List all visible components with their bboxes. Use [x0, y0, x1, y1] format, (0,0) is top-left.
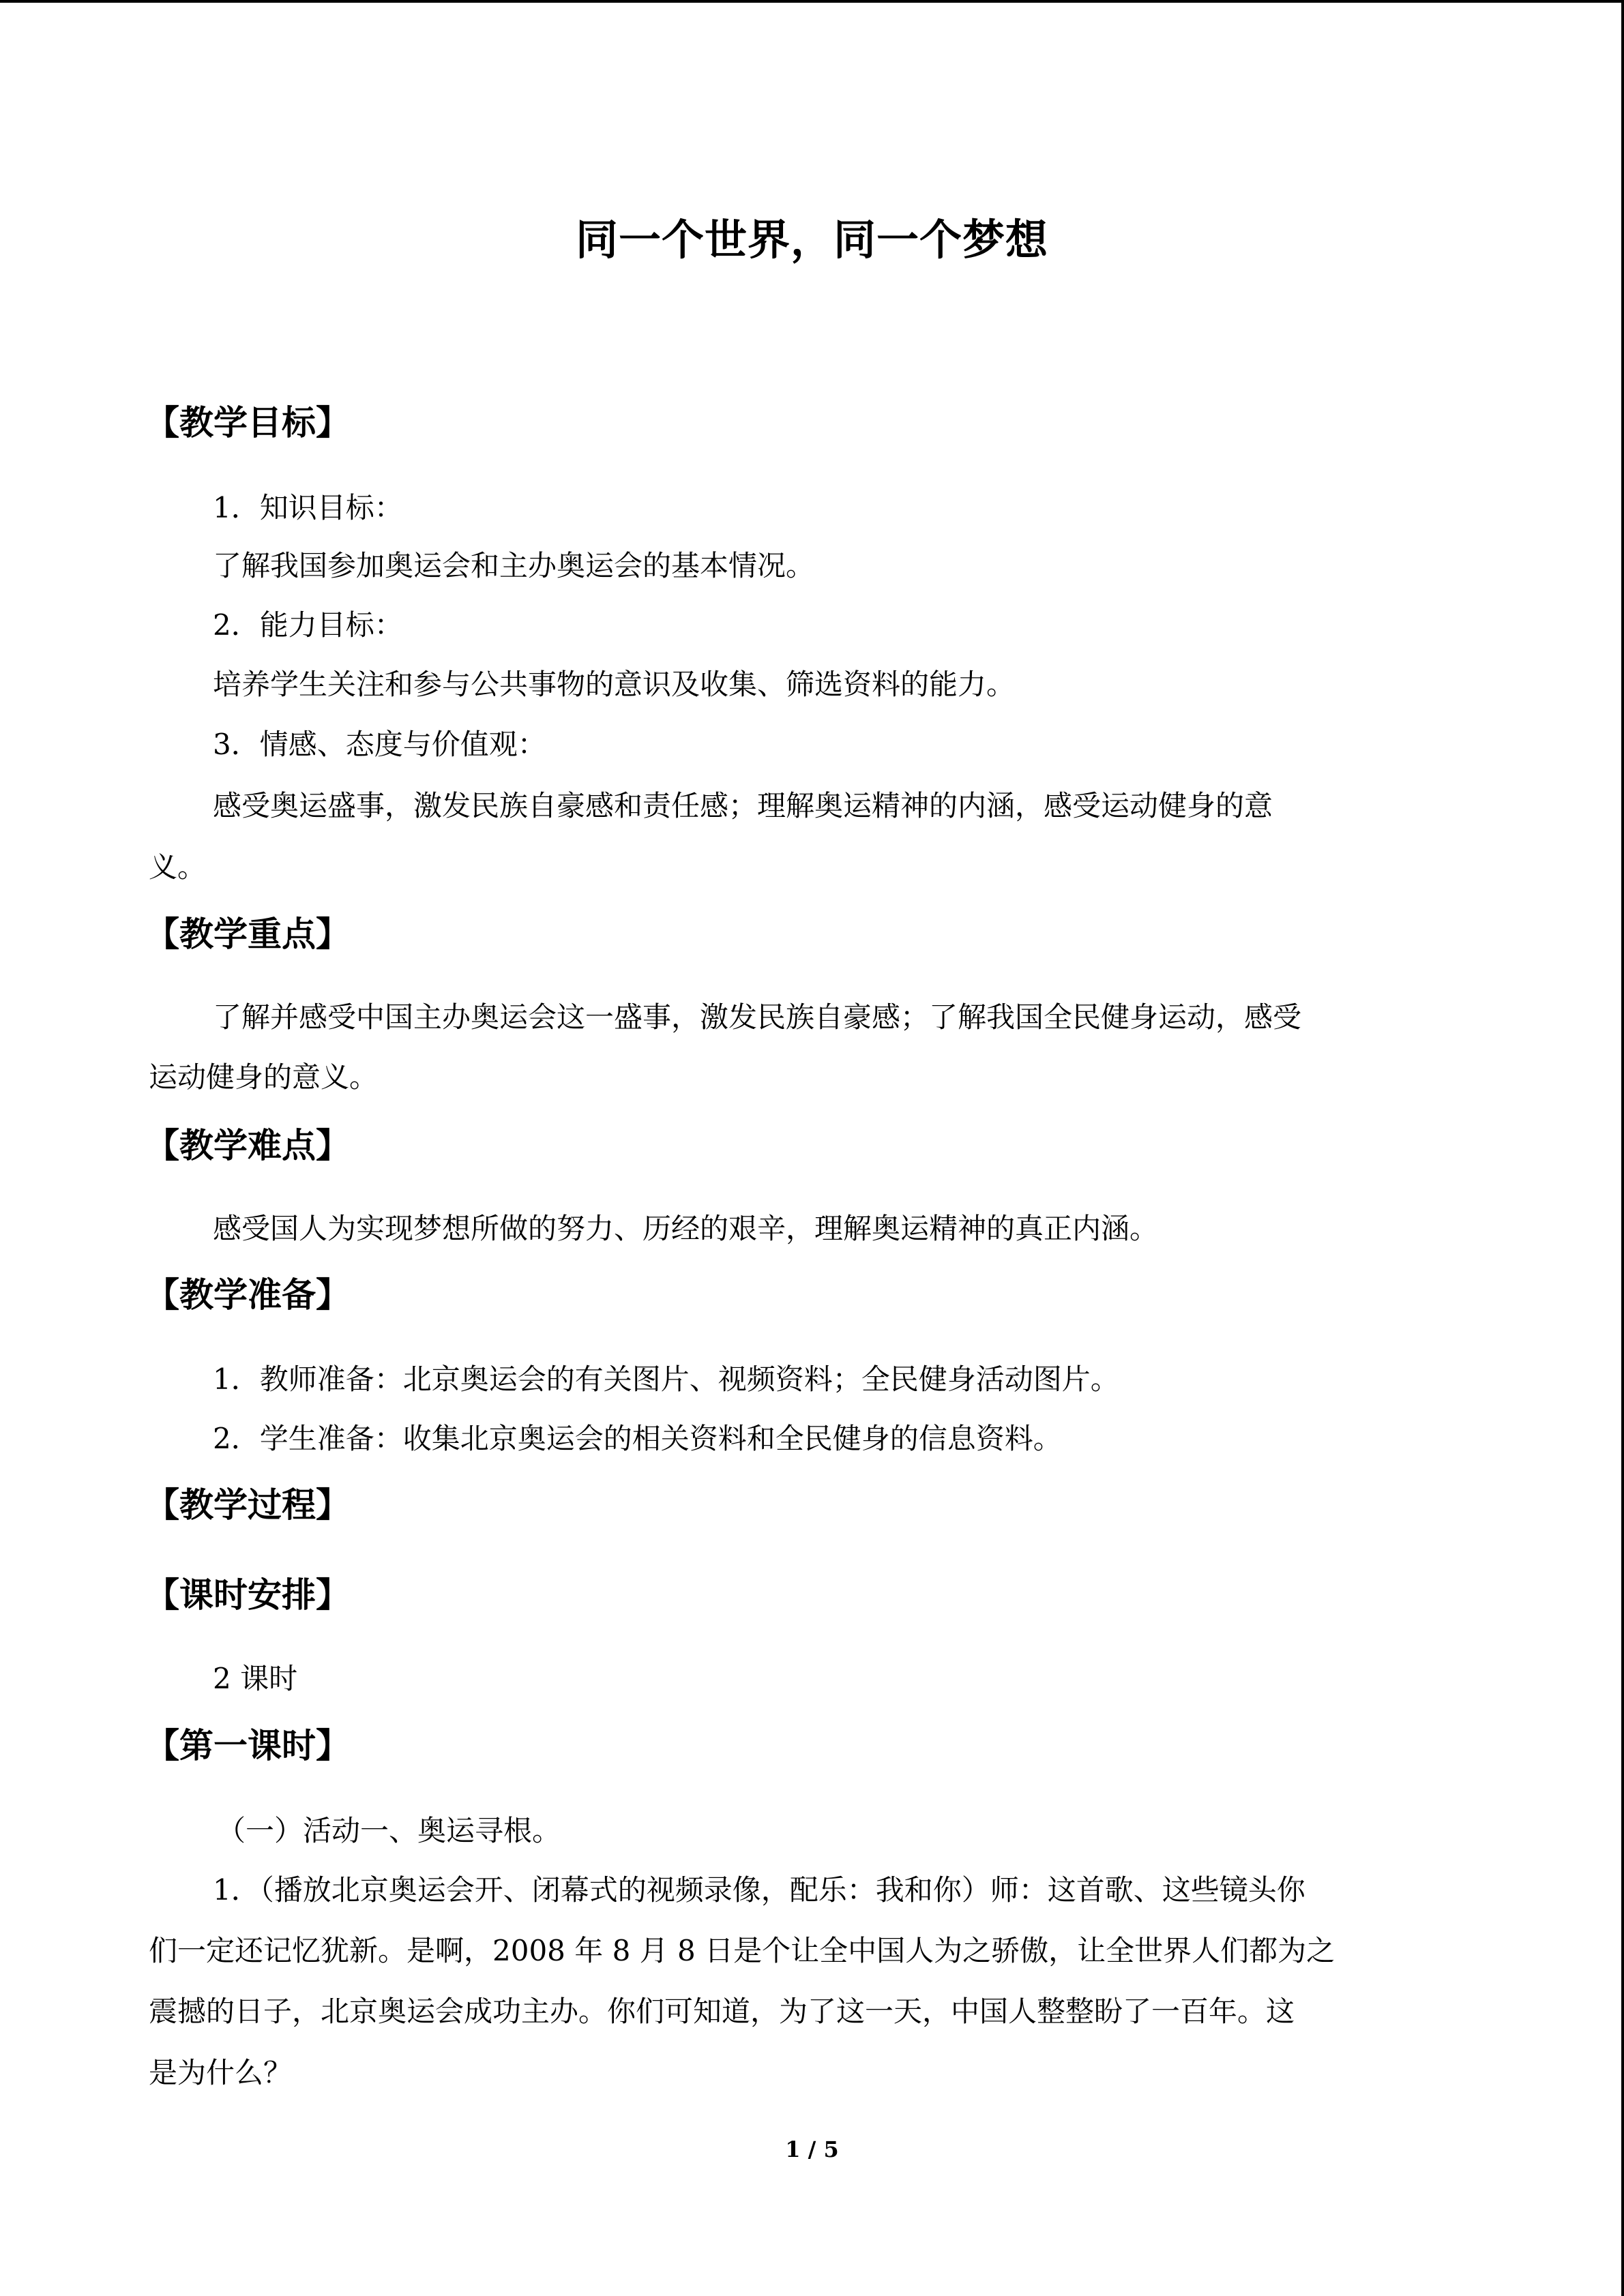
key-points-line1: 了解并感受中国主办奥运会这一盛事，激发民族自豪感；了解我国全民健身运动，感受: [213, 1000, 1302, 1034]
heading-schedule: 【课时安排】: [145, 1575, 350, 1615]
heading-first-lesson: 【第一课时】: [145, 1726, 350, 1765]
difficulties-line1: 感受国人为实现梦想所做的努力、历经的艰辛，理解奥运精神的真正内涵。: [213, 1212, 1159, 1245]
objective-1-text: 了解我国参加奥运会和主办奥运会的基本情况。: [213, 549, 815, 582]
lesson-paragraph-line3: 震撼的日子，北京奥运会成功主办。你们可知道，为了这一天，中国人整整盼了一百年。这: [149, 1995, 1295, 2028]
objective-3-label: 3．情感、态度与价值观：: [213, 728, 546, 761]
heading-difficulties: 【教学难点】: [145, 1126, 350, 1165]
lesson-paragraph-line4: 是为什么？: [149, 2056, 293, 2089]
heading-key-points: 【教学重点】: [145, 914, 350, 954]
heading-objectives: 【教学目标】: [145, 403, 350, 443]
objective-3-text-line1: 感受奥运盛事，激发民族自豪感和责任感；理解奥运精神的内涵，感受运动健身的意: [213, 789, 1273, 822]
objective-2-label: 2．能力目标：: [213, 608, 403, 642]
page-top-border: [0, 0, 1624, 3]
heading-process: 【教学过程】: [145, 1485, 350, 1525]
preparation-item-2: 2．学生准备：收集北京奥运会的相关资料和全民健身的信息资料。: [213, 1422, 1062, 1455]
lesson-paragraph-line2: 们一定还记忆犹新。是啊，2008 年 8 月 8 日是个让全中国人为之骄傲，让全世界人们都为之: [149, 1934, 1335, 1967]
page-number: 1 / 5: [785, 2136, 839, 2162]
page-right-border: [1621, 0, 1624, 2296]
schedule-text: 2 课时: [213, 1662, 298, 1695]
preparation-item-1: 1．教师准备：北京奥运会的有关图片、视频资料；全民健身活动图片。: [213, 1362, 1119, 1396]
key-points-line2: 运动健身的意义。: [149, 1060, 379, 1094]
lesson-paragraph-line1: 1．（播放北京奥运会开、闭幕式的视频录像，配乐：我和你）师：这首歌、这些镜头你: [213, 1873, 1305, 1907]
objective-1-label: 1．知识目标：: [213, 491, 403, 524]
activity-title: （一）活动一、奥运寻根。: [217, 1814, 561, 1847]
document-title: 同一个世界，同一个梦想: [575, 215, 1048, 265]
heading-preparation: 【教学准备】: [145, 1275, 350, 1315]
objective-2-text: 培养学生关注和参与公共事物的意识及收集、筛选资料的能力。: [213, 668, 1016, 701]
objective-3-text-line2: 义。: [149, 850, 207, 884]
